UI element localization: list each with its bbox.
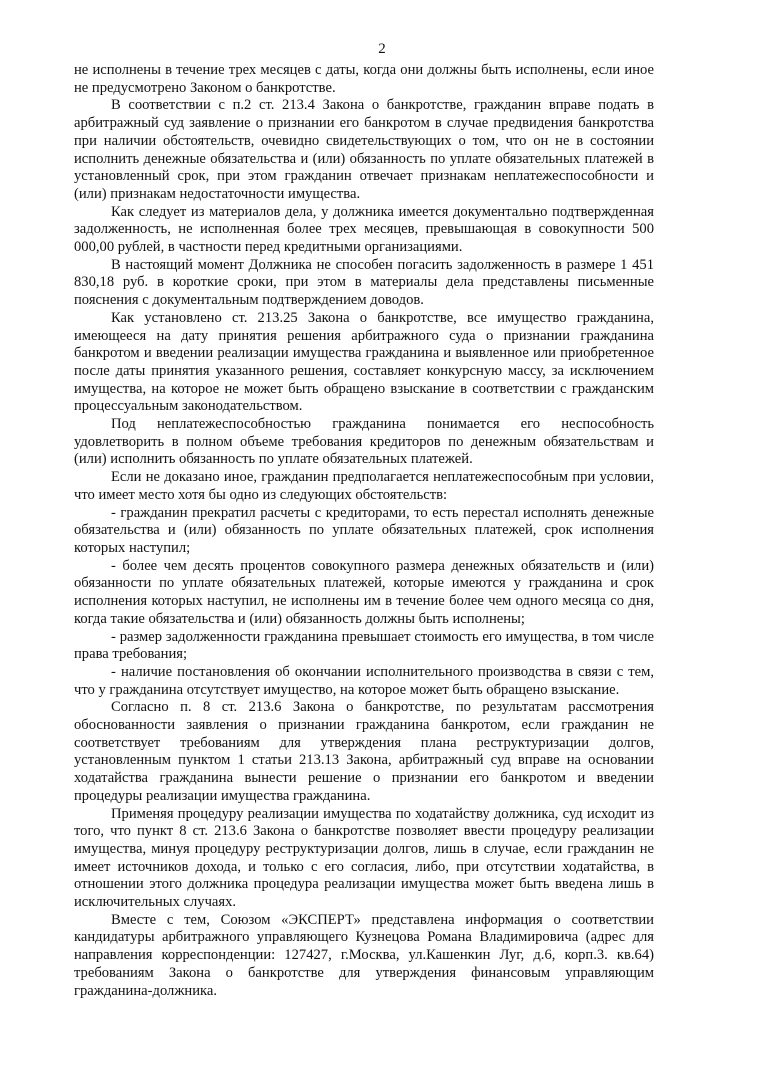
paragraph-continuation: не исполнены в течение трех месяцев с даты, когда они должны быть исполнены, если иное не предусмотрено Законом о банкротстве.	[74, 62, 654, 96]
paragraph-debt-evidence: Как следует из материалов дела, у должника имеется документально подтвержденная задолженность, не исполненная более трех месяцев, превышающая в совокупности 500 000,00 рублей, в частности перед кредитными организациями.	[74, 203, 654, 256]
paragraph-debt-amount: В настоящий момент Должника не способен погасить задолженность в размере 1 451 830,18 руб. в короткие сроки, при этом в материалы дела представлены письменные пояснения с документальным подтверждением доводов.	[74, 256, 654, 309]
page-number: 2	[378, 41, 386, 57]
list-item-ten-percent: - более чем десять процентов совокупного размера денежных обязательств и (или) обязанности по уплате обязательных платежей, которые имеются у гражданина и срок исполнения которых наступил, не исполнены им в течение более чем одного месяца со дня, когда такие обязательства и (или) обязанность должны быть исполнены;	[74, 557, 654, 627]
list-item-stopped-payments: - гражданин прекратил расчеты с кредиторами, то есть перестал исполнять денежные обязательства и (или) обязанность по уплате обязательных платежей, срок исполнения которых наступил;	[74, 504, 654, 556]
document-body	[74, 62, 654, 1000]
paragraph-insolvency-conditions: Если не доказано иное, гражданин предполагается неплатежеспособным при условии, что имеет место хотя бы одно из следующих обстоятельств:	[74, 469, 654, 503]
list-item-enforcement-ended: - наличие постановления об окончании исполнительного производства в связи с тем, что у гражданина отсутствует имущество, на которое может быть обращено взыскание.	[74, 663, 654, 698]
paragraph-bankruptcy-estate: Как установлено ст. 213.25 Закона о банкротстве, все имущество гражданина, имеющееся на дату принятия решения арбитражного суда о признании гражданина банкротом и введении реализации имущества гражданина и выявленное или приобретенное после даты принятия указанного решения, составляет конкурсную массу, за исключением имущества, на которое не может быть обращено взыскание в соответствии с гражданским процессуальным законодательством.	[74, 309, 654, 415]
paragraph-article-213-6: Согласно п. 8 ст. 213.6 Закона о банкротстве, по результатам рассмотрения обоснованности заявления о признании гражданина банкротом, если гражданин не соответствует требованиям для утверждения плана реструктуризации долгов, установленным пунктом 1 статьи 213.13 Закона, арбитражный суд вправе на основании ходатайства гражданина вынести решение о признании его банкротом и введении процедуры реализации имущества гражданина.	[74, 699, 654, 804]
paragraph-asset-realization: Применяя процедуру реализации имущества по ходатайству должника, суд исходит из того, что пункт 8 ст. 213.6 Закона о банкротстве позволяет ввести процедуру реализации имущества, минуя процедуру реструктуризации долгов, лишь в случае, если гражданин не имеет источников дохода, и только с его согласия, либо, при отсутствии ходатайства, в отношении этого должника процедура реализации имущества может быть введена лишь в исключительных случаях.	[74, 805, 654, 911]
paragraph-manager-candidate: Вместе с тем, Союзом «ЭКСПЕРТ» представлена информация о соответствии кандидатуры арбитражного управляющего Кузнецова Романа Владимировича (адрес для направления корреспонденции: 127427, г.Москва, ул.Кашенкин Луг, д.6, корп.3. кв.64) требованиям Закона о банкротстве для утверждения финансовым управляющим гражданина-должника.	[74, 911, 654, 999]
paragraph-right-to-file: В соответствии с п.2 ст. 213.4 Закона о банкротстве, гражданин вправе подать в арбитражный суд заявление о признании его банкротом в случае предвидения банкротства при наличии обстоятельств, очевидно свидетельствующих о том, что он не в состоянии исполнить денежные обязательства и (или) обязанность по уплате обязательных платежей в установленный срок, при этом гражданин отвечает признакам неплатежеспособности и (или) признакам недостаточности имущества.	[74, 97, 654, 202]
paragraph-insolvency-definition: Под неплатежеспособностью гражданина понимается его неспособность удовлетворить в полном объеме требования кредиторов по денежным обязательствам и (или) исполнить обязанность по уплате обязательных платежей.	[74, 416, 654, 468]
list-item-debt-exceeds-assets: - размер задолженности гражданина превышает стоимость его имущества, в том числе права требования;	[74, 628, 654, 663]
